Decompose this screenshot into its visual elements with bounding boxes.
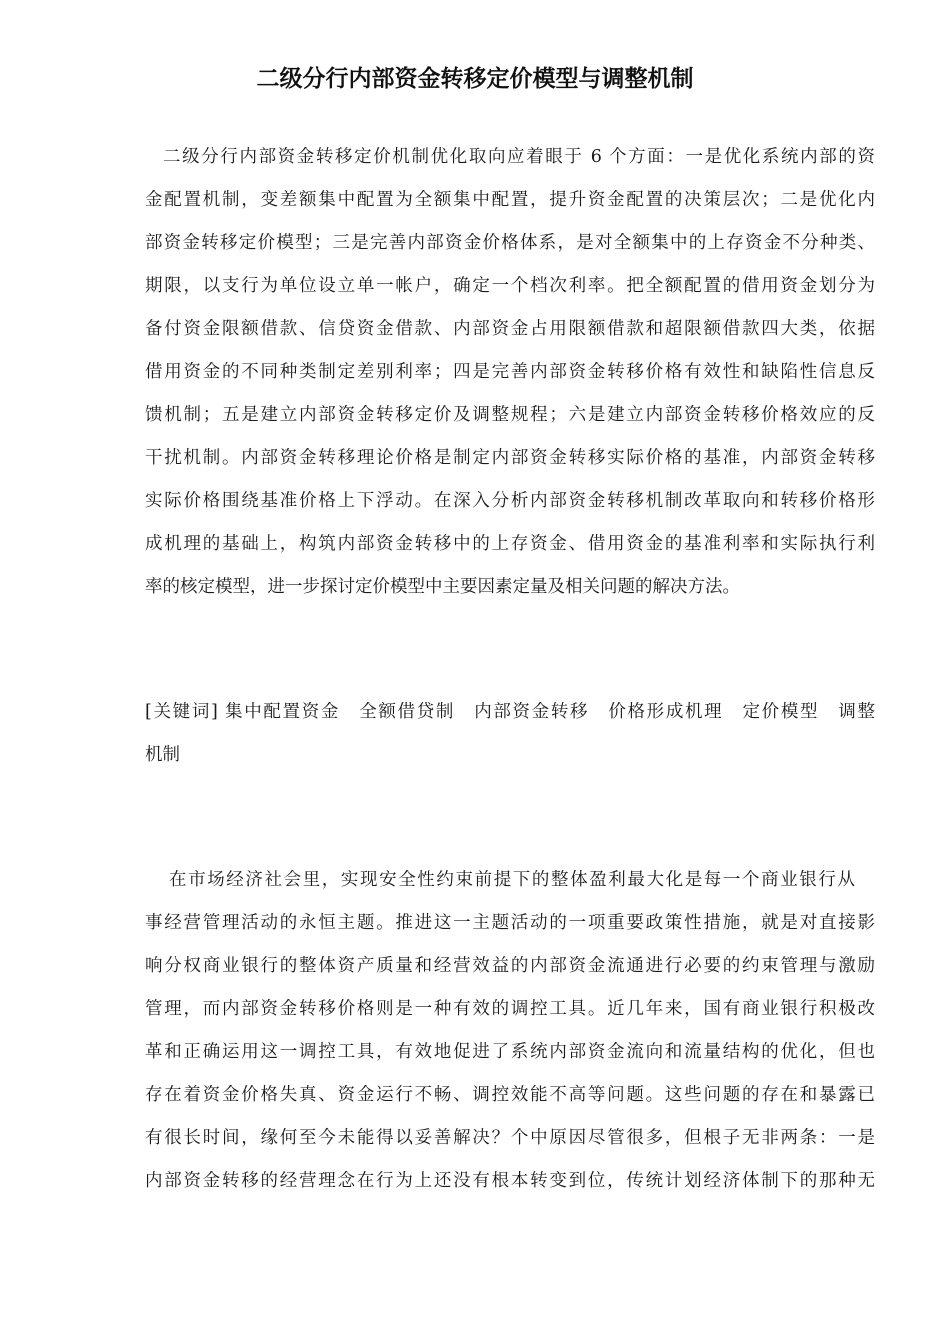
intro-line: 内部资金转移的经营理念在行为上还没有根本转变到位，传统计划经济体制下的那种无 <box>145 1171 875 1191</box>
keywords-line: [关键词] 集中配置资金 全额借贷制 内部资金转移 价格形成机理 定价模型 调整 <box>145 702 875 722</box>
abstract-line: 金配置机制，变差额集中配置为全额集中配置，提升资金配置的决策层次；二是优化内 <box>145 190 875 210</box>
abstract-line: 干扰机制。内部资金转移理论价格是制定内部资金转移实际价格的基准，内部资金转移 <box>145 448 875 468</box>
abstract-line: 成机理的基础上，构筑内部资金转移中的上存资金、借用资金的基准利率和实际执行利 <box>145 534 875 554</box>
abstract-line: 实际价格围绕基准价格上下浮动。在深入分析内部资金转移机制改革取向和转移价格形 <box>145 491 875 511</box>
abstract-line: 部资金转移定价模型；三是完善内部资金价格体系，是对全额集中的上存资金不分种类、 <box>145 233 875 253</box>
intro-line: 响分权商业银行的整体资产质量和经营效益的内部资金流通进行必要的约束管理与激励 <box>145 956 875 976</box>
abstract-line: 备付资金限额借款、信贷资金借款、内部资金占用限额借款和超限额借款四大类，依据 <box>145 319 875 339</box>
intro-line: 革和正确运用这一调控工具，有效地促进了系统内部资金流向和流量结构的优化，但也 <box>145 1042 875 1062</box>
intro-line: 管理，而内部资金转移价格则是一种有效的调控工具。近几年来，国有商业银行积极改 <box>145 999 875 1019</box>
abstract-line: 期限，以支行为单位设立单一帐户，确定一个档次利率。把全额配置的借用资金划分为 <box>145 276 875 296</box>
abstract-line: 馈机制；五是建立内部资金转移定价及调整规程；六是建立内部资金转移价格效应的反 <box>145 405 875 425</box>
keywords-line: 机制 <box>145 745 180 765</box>
intro-line: 在市场经济社会里，实现安全性约束前提下的整体盈利最大化是每一个商业银行从 <box>169 870 855 890</box>
abstract-line: 借用资金的不同种类制定差别利率；四是完善内部资金转移价格有效性和缺陷性信息反 <box>145 362 875 382</box>
abstract-line: 二级分行内部资金转移定价机制优化取向应着眼于 6 个方面：一是优化系统内部的资 <box>163 147 875 167</box>
abstract-line: 率的核定模型，进一步探讨定价模型中主要因素定量及相关问题的解决方法。 <box>145 577 740 597</box>
intro-line: 事经营管理活动的永恒主题。推进这一主题活动的一项重要政策性措施，就是对直接影 <box>145 913 875 933</box>
intro-line: 存在着资金价格失真、资金运行不畅、调控效能不高等问题。这些问题的存在和暴露已 <box>145 1085 875 1105</box>
intro-line: 有很长时间，缘何至今未能得以妥善解决？个中原因尽管很多，但根子无非两条：一是 <box>145 1128 875 1148</box>
document-title: 二级分行内部资金转移定价模型与调整机制 <box>256 65 694 92</box>
